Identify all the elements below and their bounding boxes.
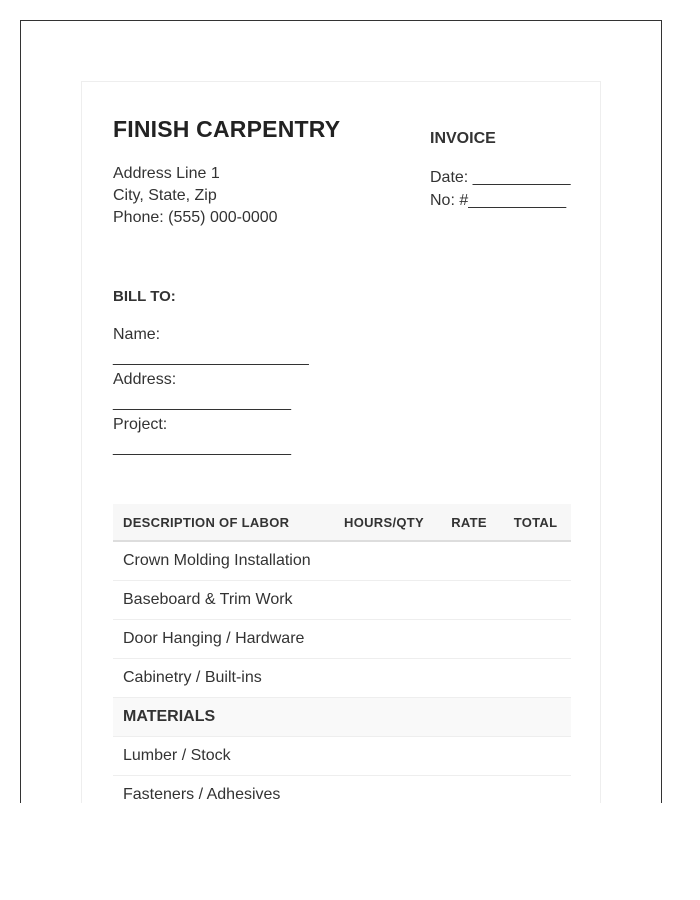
table-row [113, 659, 571, 698]
row-total [500, 698, 571, 737]
row-total [500, 581, 571, 620]
row-hours [330, 541, 438, 581]
invoice-title: INVOICE [430, 130, 496, 147]
materials-section-row [113, 698, 571, 737]
bill-project-blank: ____________________ [113, 439, 291, 456]
table-row [113, 581, 571, 620]
invoice-sheet [81, 81, 601, 803]
row-description: Cabinetry / Built-ins [113, 659, 330, 698]
column-header-rate: RATE [438, 504, 500, 541]
section-heading-materials: MATERIALS [113, 698, 330, 737]
bill-address-blank: ____________________ [113, 394, 291, 411]
row-rate [438, 659, 500, 698]
line-items-table [113, 504, 571, 803]
column-header-hours: HOURS/QTY [330, 504, 438, 541]
row-rate [438, 776, 500, 804]
table-row [113, 541, 571, 581]
row-hours [330, 659, 438, 698]
bill-project-field [113, 414, 309, 459]
row-description: Baseboard & Trim Work [113, 581, 330, 620]
row-total [500, 541, 571, 581]
invoice-number: No: #___________ [430, 192, 567, 209]
invoice-block [430, 130, 571, 212]
bill-address-field [113, 369, 309, 414]
bill-project-label: Project: [113, 416, 168, 433]
bill-name-blank: ______________________ [113, 349, 309, 366]
row-rate [438, 541, 500, 581]
row-description: Lumber / Stock [113, 737, 330, 776]
row-description: Fasteners / Adhesives [113, 776, 330, 804]
row-rate [438, 620, 500, 659]
table-row [113, 776, 571, 804]
row-rate [438, 581, 500, 620]
bill-address-label: Address: [113, 371, 177, 388]
bill-name-field [113, 324, 309, 369]
table-header-row [113, 504, 571, 541]
row-rate [438, 698, 500, 737]
table-row [113, 620, 571, 659]
company-phone: Phone: (555) 000-0000 [113, 209, 278, 226]
bill-to-fields [113, 324, 309, 459]
row-total [500, 737, 571, 776]
column-header-total: TOTAL [500, 504, 571, 541]
company-address-line2: City, State, Zip [113, 187, 217, 204]
bill-name-label: Name: [113, 326, 161, 343]
row-rate [438, 737, 500, 776]
company-address-line1: Address Line 1 [113, 165, 220, 182]
table-row [113, 737, 571, 776]
document-frame [20, 20, 662, 803]
company-name: FINISH CARPENTRY [113, 116, 341, 142]
bill-to-heading: BILL TO: [113, 288, 176, 305]
row-hours [330, 581, 438, 620]
row-hours [330, 620, 438, 659]
row-total [500, 620, 571, 659]
row-hours [330, 776, 438, 804]
row-hours [330, 737, 438, 776]
row-description: Door Hanging / Hardware [113, 620, 330, 659]
company-info [113, 163, 278, 229]
row-total [500, 776, 571, 804]
row-description: Crown Molding Installation [113, 541, 330, 581]
invoice-date: Date: ___________ [430, 169, 571, 186]
row-hours [330, 698, 438, 737]
row-total [500, 659, 571, 698]
column-header-description: DESCRIPTION OF LABOR [113, 504, 330, 541]
